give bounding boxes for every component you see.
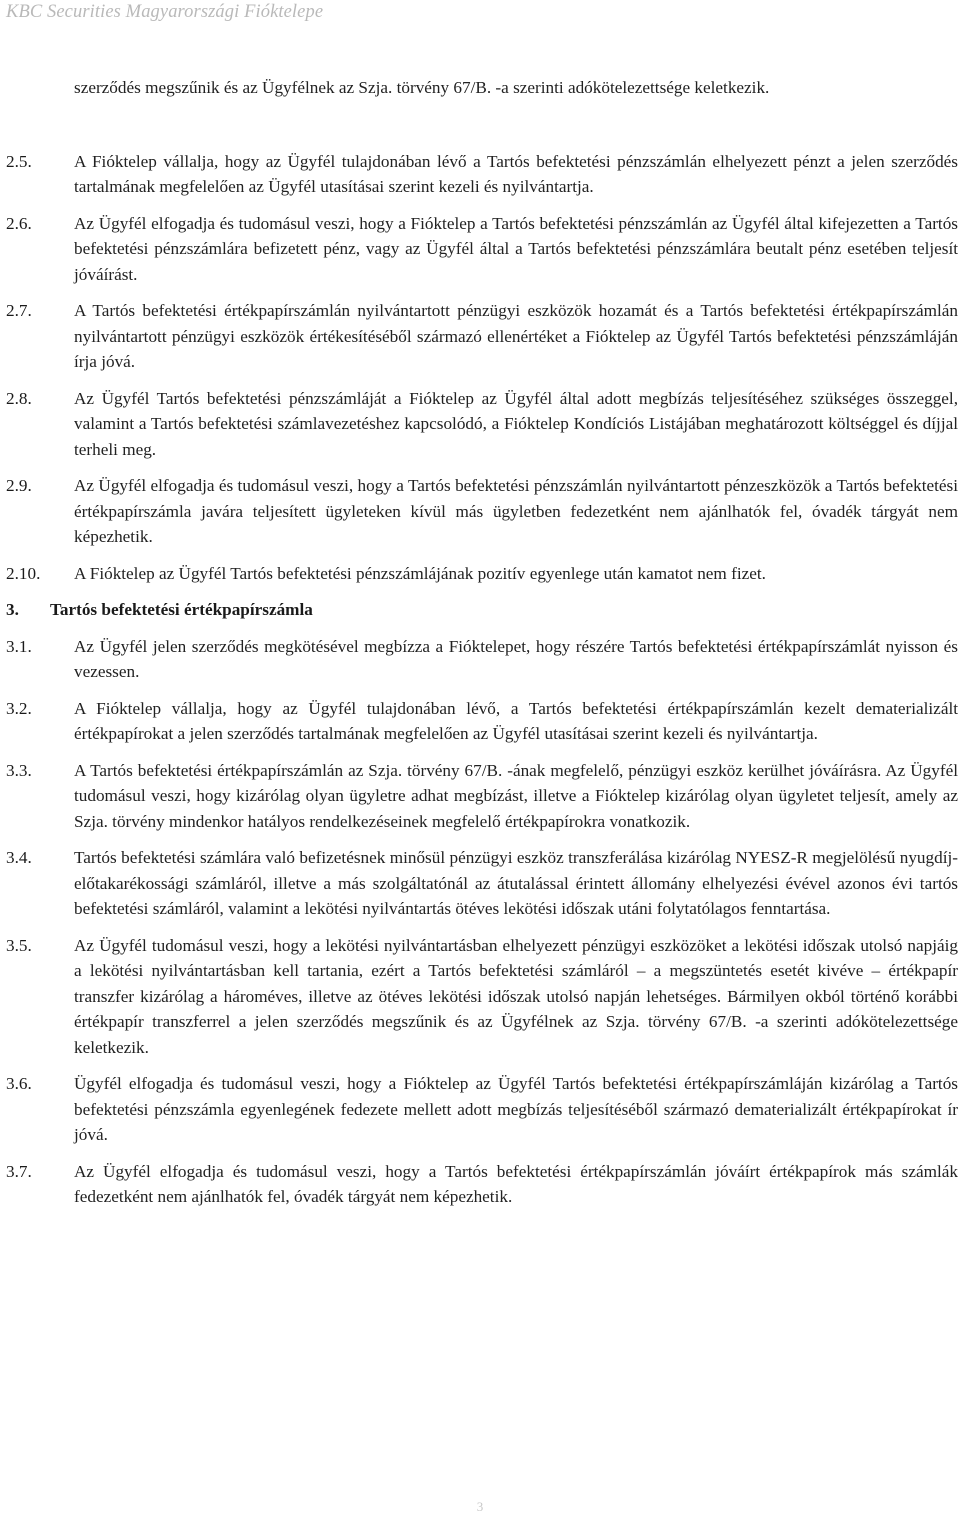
- paragraph-text: A Fióktelep az Ügyfél Tartós befektetési pénzszámlájának pozitív egyenlege után kamatot nem fizet.: [74, 563, 766, 583]
- paragraph-text: Az Ügyfél Tartós befektetési pénzszámláját a Fióktelep az Ügyfél által adott megbízás teljesítéséhez szükséges összeggel, valamint a Tartós befektetési számlavezetéshez kapcsolódó, a Fióktelep Kondíciós Listájában meghatározott költséggel és díjjal terheli meg.: [74, 388, 958, 459]
- paragraph-2-8: [6, 386, 958, 463]
- paragraph-text: Az Ügyfél elfogadja és tudomásul veszi, hogy a Tartós befektetési értékpapírszámlán jóváírt értékpapírok más számlák fedezetként nem ajánlhatók fel, óvadék tárgyát nem képezhetik.: [74, 1161, 958, 1206]
- paragraph-number: 3.4.: [6, 848, 32, 867]
- section-title: Tartós befektetési értékpapírszámla: [50, 600, 313, 619]
- paragraph-2-6: [6, 211, 958, 288]
- paragraph-number: 2.10.: [6, 563, 41, 583]
- paragraph-number: 3.1.: [6, 636, 32, 656]
- paragraph-3-2: [6, 696, 958, 747]
- paragraph-number: 3.2.: [6, 698, 32, 718]
- paragraph-text: A Fióktelep vállalja, hogy az Ügyfél tulajdonában lévő a Tartós befektetési pénzszámlán elhelyezett pénzt a jelen szerződés tartalmának megfelelően az Ügyfél utasításai szerint kezeli és nyilvántartja.: [74, 151, 958, 196]
- paragraph-number: 3.3.: [6, 760, 32, 780]
- page-number: 3: [476, 1499, 484, 1514]
- paragraph-text: A Tartós befektetési értékpapírszámlán nyilvántartott pénzügyi eszközök hozamát és a Tartós befektetési értékpapírszámlán nyilvántartott pénzügyi eszközök értékesítéséből származó ellenértéket a Fióktelep az Ügyfél Tartós befektetési pénzszámláján írja jóvá.: [74, 301, 958, 371]
- paragraph-text: Az Ügyfél elfogadja és tudomásul veszi, hogy a Tartós befektetési pénzszámlán nyilvántartott pénzeszközök a Tartós befektetési értékpapírszámla javára teljesített ügyleteken kívül más ügyletben fedezetként nem ajánlhatók fel, óvadék tárgyát nem képezhetik.: [74, 476, 958, 546]
- continued-paragraph: szerződés megszűnik és az Ügyfélnek az Szja. törvény 67/B. -a szerinti adókötelezettsége keletkezik.: [74, 78, 770, 97]
- paragraph-3-4: [6, 845, 958, 922]
- paragraph-number: 3.5.: [6, 935, 32, 955]
- paragraph-3-6: [6, 1071, 958, 1148]
- section-3-paragraphs: [6, 634, 958, 1210]
- paragraph-3-3: [6, 758, 958, 835]
- paragraph-number: 3.6.: [6, 1074, 32, 1093]
- paragraph-3-7: [6, 1159, 958, 1210]
- paragraph-text: Az Ügyfél elfogadja és tudomásul veszi, hogy a Fióktelep a Tartós befektetési pénzszámlán az Ügyfél által kifejezetten a Tartós befektetési pénzszámlára befizetett pénz, vagy az Ügyfél által a Tartós befektetési pénzszámlára beutalt pénz esetében teljesít jóváírást.: [74, 213, 958, 284]
- paragraph-number: 3.7.: [6, 1161, 32, 1181]
- paragraph-2-10: [6, 561, 958, 587]
- paragraph-number: 2.5.: [6, 151, 32, 171]
- paragraph-2-5: [6, 149, 958, 200]
- section-3-heading: [6, 597, 958, 623]
- section-number: 3.: [6, 600, 19, 619]
- paragraph-text: Az Ügyfél jelen szerződés megkötésével megbízza a Fióktelepet, hogy részére Tartós befektetési értékpapírszámlát nyisson és vezessen.: [74, 636, 958, 681]
- paragraph-2-7: [6, 298, 958, 375]
- paragraph-text: Az Ügyfél tudomásul veszi, hogy a lekötési nyilvántartásban elhelyezett pénzügyi eszközöket a lekötési időszak utolsó napjáig a lekötési nyilvántartásban kell tartania, ezért a Tartós befektetési számláról – a megszüntetés esetét kivéve – értékpapír transzfer kizárólag a hároméves, illetve az ötéves lekötési időszak utolsó napján lehetséges. Bármilyen okból történő korábbi értékpapír transzferrel a jelen szerződés megszűnik és az Ügyfélnek az Szja. törvény 67/B. -a szerinti adókötelezettsége keletkezik.: [74, 935, 958, 1057]
- paragraph-3-5: [6, 933, 958, 1061]
- paragraph-text: A Fióktelep vállalja, hogy az Ügyfél tulajdonában lévő, a Tartós befektetési értékpapírszámlán kezelt dematerializált értékpapírokat a jelen szerződés tartalmának megfelelően az Ügyfél utasításai szerint kezeli és nyilvántartja.: [74, 698, 958, 743]
- paragraph-text: Ügyfél elfogadja és tudomásul veszi, hogy a Fióktelep az Ügyfél Tartós befektetési értékpapírszámláján kizárólag a Tartós befektetési pénzszámla egyenlegének fedezete mellett adott megbízás teljesítéséből származó dematerializált értékpapírokat ír jóvá.: [74, 1074, 958, 1144]
- section-2-paragraphs: [6, 149, 958, 587]
- paragraph-number: 2.8.: [6, 388, 32, 408]
- paragraph-number: 2.6.: [6, 213, 32, 233]
- running-header: KBC Securities Magyarországi Fióktelepe: [6, 2, 324, 22]
- paragraph-3-1: [6, 634, 958, 685]
- paragraph-2-9: [6, 473, 958, 550]
- document-body: [6, 75, 958, 1221]
- paragraph-number: 2.7.: [6, 301, 32, 320]
- paragraph-number: 2.9.: [6, 476, 32, 495]
- paragraph-text: Tartós befektetési számlára való befizetésnek minősül pénzügyi eszköz transzferálása kizárólag NYESZ-R megjelölésű nyugdíj-előtakarékossági számláról, illetve a más szolgáltatónál az átutalással érintett állomány elhelyezési évével azonos évi tartós befektetési számláról, valamint a lekötési nyilvántartás ötéves lekötési időszak utáni folytatólagos fenntartása.: [74, 848, 958, 918]
- paragraph-text: A Tartós befektetési értékpapírszámlán az Szja. törvény 67/B. -ának megfelelő, pénzügyi eszköz kerülhet jóváírásra. Az Ügyfél tudomásul veszi, hogy kizárólag olyan ügyletre adhat megbízást, illetve a Fióktelep kizárólag olyan ügyletet teljesít, amely az Szja. törvény mindenkor hatályos rendelkezéseinek megfelelő értékpapírokra vonatkozik.: [74, 760, 958, 831]
